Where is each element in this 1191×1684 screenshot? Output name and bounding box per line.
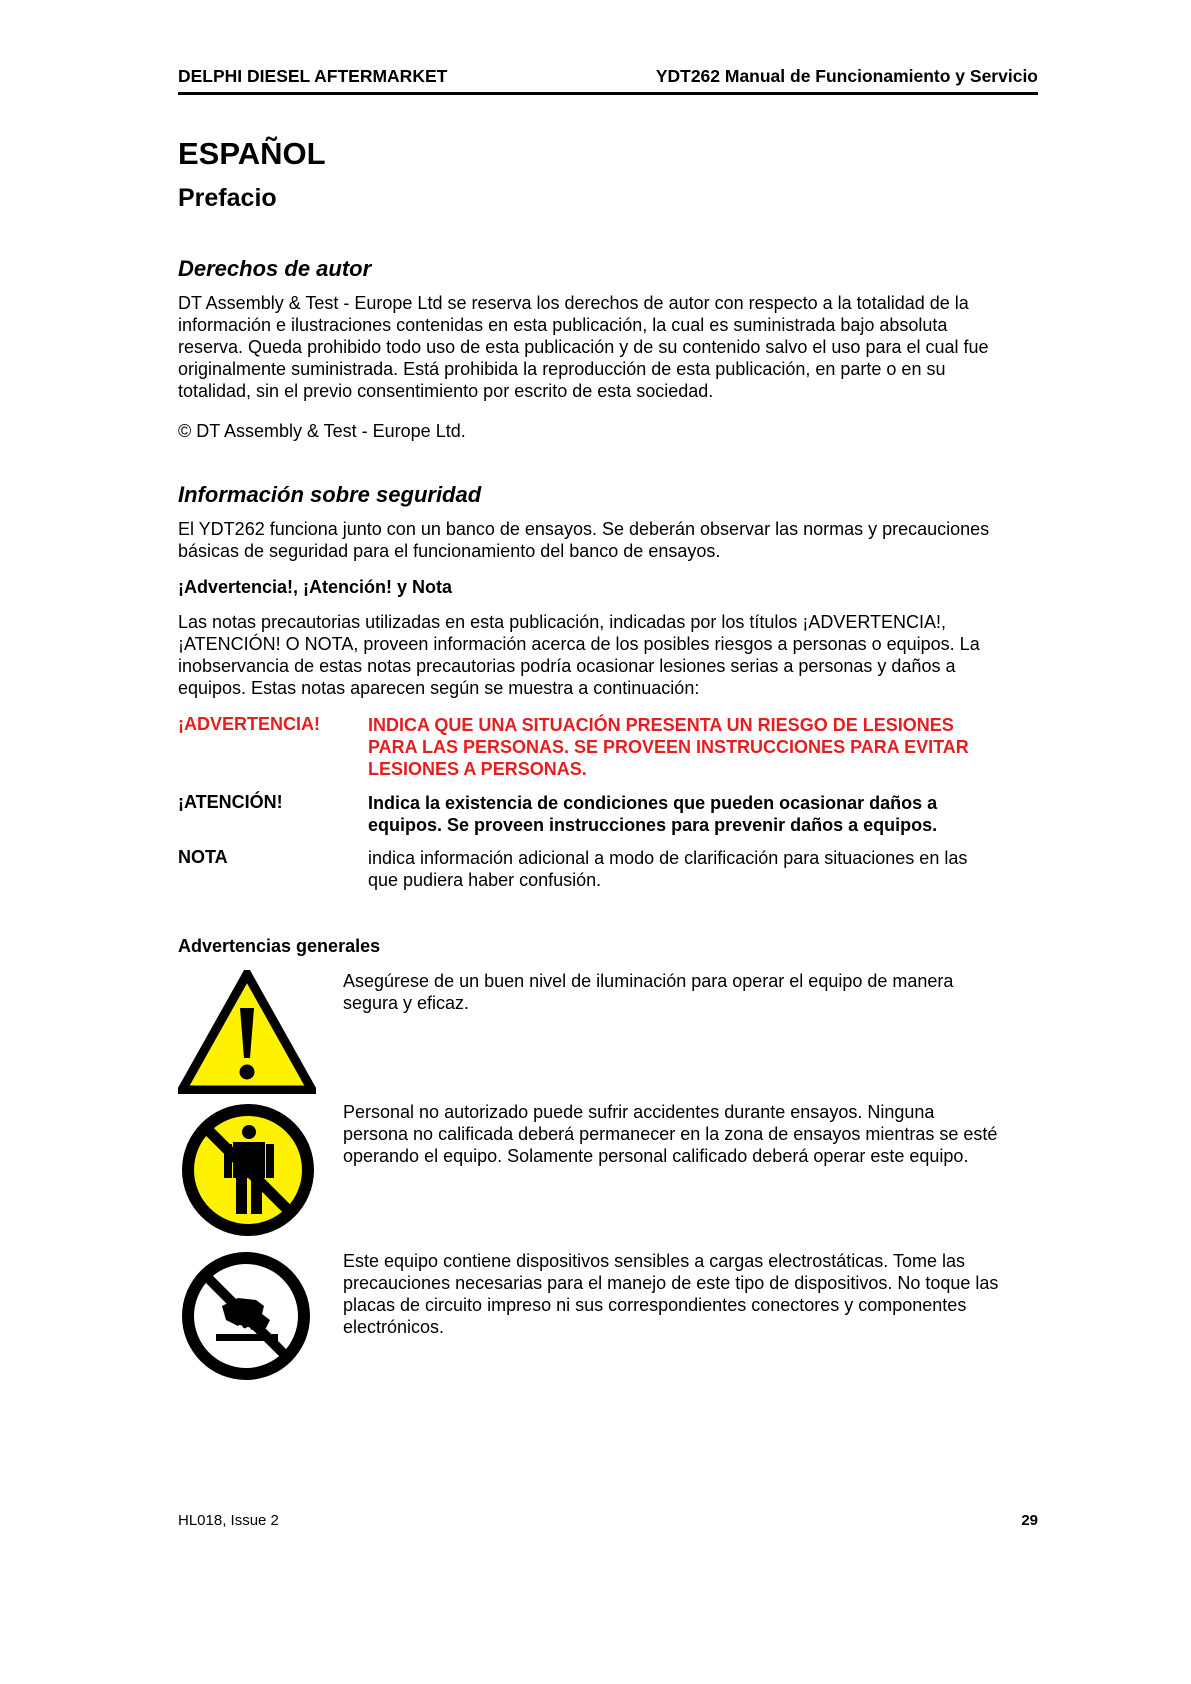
text-line: totalidad, sin el previo consentimiento por escrito de esta sociedad.	[178, 381, 714, 401]
text-line: precauciones necesarias para el manejo de este tipo de dispositivos. No toque las	[343, 1273, 999, 1293]
text-line: que pudiera haber confusión.	[368, 870, 602, 890]
warning-text-lighting	[343, 970, 1048, 1014]
text-line: información e ilustraciones contenidas en esta publicación, la cual es suministrada bajo absoluta	[178, 315, 948, 335]
text-line: INDICA QUE UNA SITUACIÓN PRESENTA UN RIESGO DE LESIONES	[368, 715, 954, 735]
text-line: operando el equipo. Solamente personal calificado deberá operar este equipo.	[343, 1146, 969, 1166]
text-line: reserva. Queda prohibido todo uso de esta publicación y de su contenido salvo el uso para el cual fue	[178, 337, 989, 357]
text-line: placas de circuito impreso ni sus correspondientes conectores y componentes	[343, 1295, 967, 1315]
warning-text-personnel	[343, 1101, 1048, 1167]
text-line: El YDT262 funciona junto con un banco de ensayos. Se deberán observar las normas y precauciones	[178, 519, 990, 539]
warning-text	[368, 714, 1048, 780]
notes-heading: ¡Advertencia!, ¡Atención! y Nota	[178, 577, 453, 597]
copyright-heading: Derechos de autor	[178, 256, 372, 281]
notes-intro	[178, 611, 1048, 699]
text-line: ¡ATENCIÓN! O NOTA, proveen información acerca de los posibles riesgos a personas o equipos. La	[178, 634, 980, 654]
no-touch-electrostatic-icon	[178, 1248, 314, 1389]
header-company: DELPHI DIESEL AFTERMARKET	[178, 66, 448, 86]
text-line: DT Assembly & Test - Europe Ltd se reserva los derechos de autor con respecto a la totalidad de la	[178, 293, 969, 313]
text-line: persona no calificada deberá permanecer en la zona de ensayos mientras se esté	[343, 1124, 998, 1144]
page-number: 29	[1021, 1512, 1038, 1529]
note-label: NOTA	[178, 847, 228, 867]
text-line: LESIONES A PERSONAS.	[368, 759, 587, 779]
footer-issue: HL018, Issue 2	[178, 1512, 279, 1529]
text-line: equipos. Se proveen instrucciones para prevenir daños a equipos.	[368, 815, 938, 835]
text-line: Indica la existencia de condiciones que pueden ocasionar daños a	[368, 793, 938, 813]
caution-text	[368, 792, 1048, 836]
safety-intro	[178, 518, 1048, 562]
section-title: Prefacio	[178, 184, 277, 212]
no-touch-graphic	[178, 1248, 314, 1384]
page-title: ESPAÑOL	[178, 136, 326, 171]
no-persons-graphic	[178, 1100, 318, 1240]
no-unauthorized-persons-icon	[178, 1100, 318, 1245]
warning-text-electrostatic	[343, 1250, 1048, 1338]
general-warnings-heading: Advertencias generales	[178, 936, 381, 956]
copyright-notice: © DT Assembly & Test - Europe Ltd.	[178, 421, 466, 441]
text-line: inobservancia de estas notas precautorias podría ocasionar lesiones serias a personas y daños a	[178, 656, 956, 676]
text-line: originalmente suministrada. Está prohibida la reproducción de esta publicación, en parte o en su	[178, 359, 946, 379]
text-line: PARA LAS PERSONAS. SE PROVEEN INSTRUCCIONES PARA EVITAR	[368, 737, 969, 757]
text-line: Asegúrese de un buen nivel de iluminación para operar el equipo de manera	[343, 971, 954, 991]
header-manual-title: YDT262 Manual de Funcionamiento y Servicio	[655, 66, 1038, 86]
warning-triangle-graphic	[178, 970, 316, 1094]
text-line: Este equipo contiene dispositivos sensibles a cargas electrostáticas. Tome las	[343, 1251, 966, 1271]
text-line: indica información adicional a modo de clarificación para situaciones en las	[368, 848, 968, 868]
text-line: equipos. Estas notas aparecen según se muestra a continuación:	[178, 678, 700, 698]
caution-label: ¡ATENCIÓN!	[178, 792, 283, 812]
text-line: Las notas precautorias utilizadas en esta publicación, indicadas por los títulos ¡ADVERTENCIA!,	[178, 612, 947, 632]
note-text	[368, 847, 1048, 891]
text-line: electrónicos.	[343, 1317, 445, 1337]
text-line: segura y eficaz.	[343, 993, 470, 1013]
text-line: básicas de seguridad para el funcionamiento del banco de ensayos.	[178, 541, 721, 561]
page-header	[178, 66, 1038, 95]
warning-label: ¡ADVERTENCIA!	[178, 714, 320, 734]
text-line: Personal no autorizado puede sufrir accidentes durante ensayos. Ninguna	[343, 1102, 935, 1122]
warning-triangle-icon	[178, 970, 316, 1099]
copyright-paragraph	[178, 292, 1048, 402]
safety-heading: Información sobre seguridad	[178, 482, 482, 507]
